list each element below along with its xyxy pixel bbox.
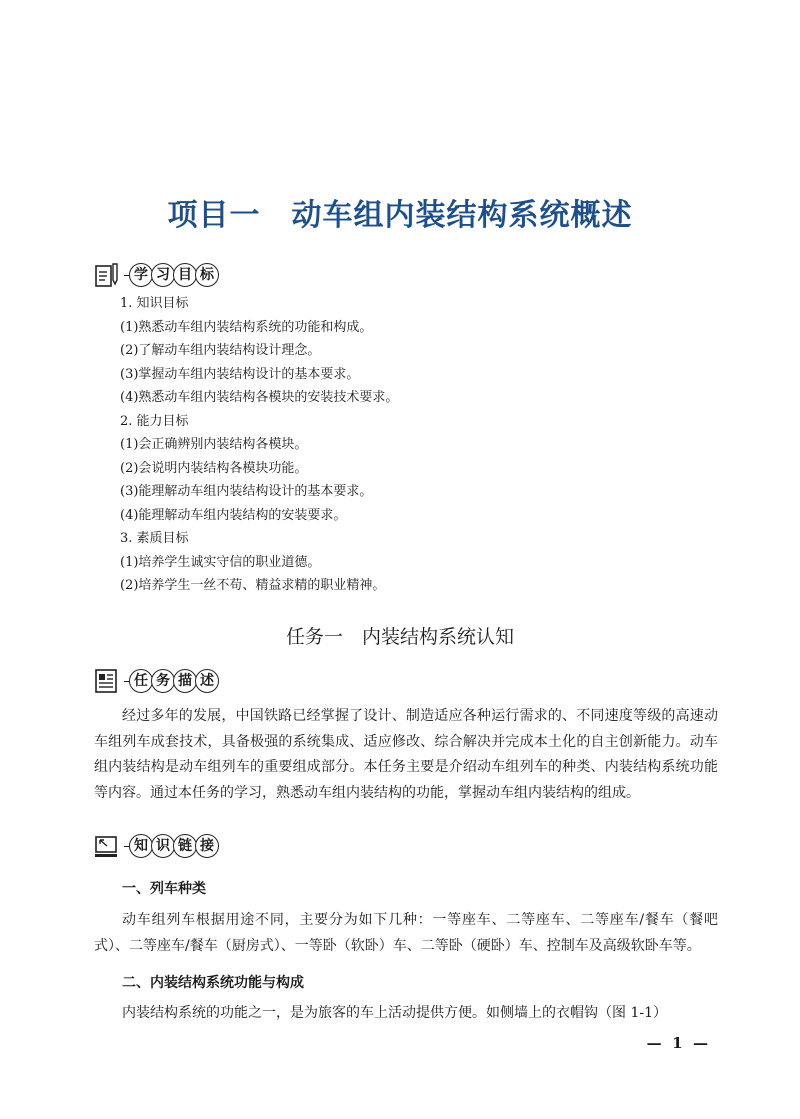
goal-line: 1. 知识目标 <box>120 296 189 311</box>
badge-char: 务 <box>151 669 175 693</box>
goal-line: (2)了解动车组内装结构设计理念。 <box>120 343 321 358</box>
learning-goals-list <box>120 292 398 598</box>
badge-char: 任 <box>129 669 153 693</box>
goal-line: (1)熟悉动车组内装结构系统的功能和构成。 <box>120 319 373 335</box>
badge-char: 描 <box>173 669 197 693</box>
badge-char: 知 <box>129 834 153 858</box>
badge-char: 标 <box>195 263 219 287</box>
badge-char: 述 <box>195 669 219 693</box>
task-description-label <box>131 669 219 693</box>
task-description-badge <box>94 664 219 698</box>
badge-char: 识 <box>151 834 175 858</box>
task-title: 任务一 内装结构系统认知 <box>285 626 514 648</box>
page-number: — 1 — <box>646 1034 708 1052</box>
learning-goals-badge <box>94 258 219 292</box>
document-icon <box>94 666 120 696</box>
document-pencil-icon <box>94 260 120 290</box>
goal-line: (1)培养学生诚实守信的职业道德。 <box>120 554 321 570</box>
knowledge-link-badge <box>94 829 219 863</box>
interior-function-paragraph: 内装结构系统的功能之一，是为旅客的车上活动提供方便。如侧墙上的衣帽钩（图 1-1） <box>122 1005 667 1021</box>
badge-char: 目 <box>173 263 197 287</box>
goal-line: (3)能理解动车组内装结构设计的基本要求。 <box>120 484 373 499</box>
goal-line: (4)熟悉动车组内装结构各模块的安装技术要求。 <box>120 390 399 405</box>
learning-goals-label <box>131 263 219 287</box>
goal-line: (2)培养学生一丝不苟、精益求精的职业精神。 <box>120 578 386 593</box>
section-heading-interior-function: 二、内装结构系统功能与构成 <box>122 975 304 991</box>
badge-char: 接 <box>195 834 219 858</box>
badge-char: 链 <box>173 834 197 858</box>
train-types-paragraph: 动车组列车根据用途不同，主要分为如下几种：一等座车、二等座车、二等座车/餐车（餐吧式）、二等座车/餐车（厨房式）、一等卧（软卧）车、二等卧（硬卧）车、控制车及高级软卧车等。 <box>94 912 718 954</box>
goal-line: (3)掌握动车组内装结构设计的基本要求。 <box>120 366 360 382</box>
task-description-paragraph: 经过多年的发展，中国铁路已经掌握了设计、制造适应各种运行需求的、不同速度等级的高速动车组列车成套技术，具备极强的系统集成、适应修改、综合解决并完成本土化的自主创新能力。动车组内装结构是动车组列车的重要组成部分。本任务主要是介绍动车组列车的种类、内装结构系统功能等内容。通过本任务的学习，熟悉动车组内装结构的功能，掌握动车组内装结构的组成。 <box>94 708 718 801</box>
project-title: 项目一 动车组内装结构系统概述 <box>167 198 633 233</box>
badge-char: 习 <box>151 263 175 287</box>
goal-line: 3. 素质目标 <box>120 531 189 546</box>
badge-char: 学 <box>129 263 153 287</box>
goal-line: 2. 能力目标 <box>120 413 189 429</box>
knowledge-link-label <box>131 834 219 858</box>
section-heading-train-types: 一、列车种类 <box>122 881 206 897</box>
computer-icon <box>94 831 120 861</box>
goal-line: (4)能理解动车组内装结构的安装要求。 <box>120 507 347 523</box>
goal-line: (2)会说明内装结构各模块功能。 <box>120 460 308 476</box>
goal-line: (1)会正确辨别内装结构各模块。 <box>120 437 308 452</box>
